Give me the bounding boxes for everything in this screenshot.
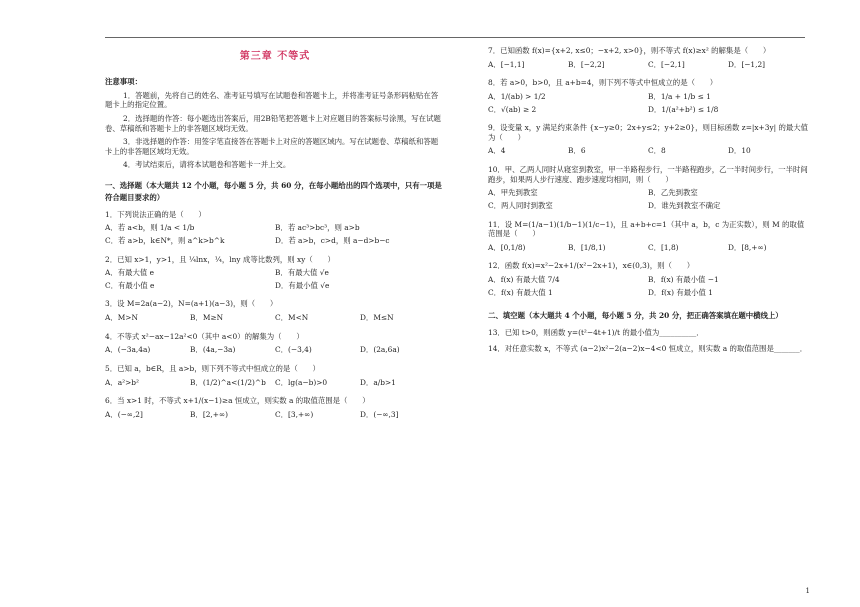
question-stem: 9．设变量 x，y 满足约束条件 {x−y≥0；2x+y≤2；y+2≥0}，则目标函数 z=|x+3y| 的最大值为（ ） [488,123,809,142]
answer-option: D．(−∞,3] [360,409,399,419]
answer-option: C．lg(a−b)>0 [275,377,328,387]
right-column [488,40,808,357]
question-stem: 12．函数 f(x)=x²−2x+1/(x²−2x+1)，x∈(0,3)，则（ ） [488,261,695,271]
answer-option: C．√(ab) ≥ 2 [488,104,537,114]
note-item: 3．非选择题的作答：用签字笔直接答在答题卡上对应的答题区域内。写在试题卷、草稿纸和答题卡上的非答题区域均无效。 [105,137,439,156]
option-list [488,275,808,300]
answer-option: C．[−2,1] [648,59,685,69]
answer-option: D．谁先到教室不确定 [648,200,721,210]
answer-option: B．M≥N [190,313,224,323]
answer-option: C．有最小值 e [105,280,155,290]
answer-option: B．[−2,2] [568,59,605,69]
answer-option: B．f(x) 有最小值 −1 [648,275,719,284]
question-stem: 3．设 M=2a(a−2)，N=(a+1)(a−3)，则（ ） [105,299,278,309]
answer-option: D．M≤N [360,313,394,323]
answer-option: A．f(x) 有最大值 7/4 [488,275,560,284]
option-list [488,243,808,256]
question-stem: 5．已知 a，b∈R，且 a>b，则下列不等式中恒成立的是（ ） [105,363,320,373]
option-list [488,188,808,213]
answer-option: A．有最大值 e [105,268,155,278]
option-list [105,345,445,358]
answer-option: B．[1/8,1) [568,242,606,252]
fill-question: 14．对任意实数 x，不等式 (a−2)x²−2(a−2)x−4<0 恒成立，则实数 a 的取值范围是_______． [488,343,808,353]
answer-option: D．[8,+∞) [728,242,767,252]
section-heading: 一、选择题（本大题共 12 个小题，每小题 5 分，共 60 分，在每小题给出的四个选项中，只有一项是符合题目要求的） [105,181,442,202]
page-number: 1 [805,587,810,595]
option-list [488,60,808,73]
section-heading: 二、填空题（本大题共 4 个小题，每小题 5 分，共 20 分，把正确答案填在题中横线上） [488,311,783,321]
note-item: 4．考试结束后，请将本试题卷和答题卡一并上交。 [123,160,291,170]
option-list [105,268,445,293]
answer-option: B．[2,+∞) [190,409,228,419]
option-list [488,146,808,159]
question-stem: 4．不等式 x²−ax−12a²<0（其中 a<0）的解集为（ ） [105,331,304,341]
question-stem: 2．已知 x>1，y>1，且 ¼lnx，¼，lny 成等比数列，则 xy（ ） [105,254,335,264]
answer-option: C．(−3,4) [275,345,312,355]
answer-option: C．[1,8) [648,242,679,252]
answer-option: B．(4a,−3a) [190,345,236,355]
question-stem: 10．甲、乙两人同时从寝室到教室，甲一半路程步行，一半路程跑步，乙一半时间步行，一半时间跑步，如果两人步行速度、跑步速度均相同，则（ ） [488,165,808,184]
option-list [105,378,445,391]
option-list [488,92,808,117]
answer-option: A．a²>b² [105,377,139,387]
answer-option: D．a/b>1 [360,377,396,387]
answer-option: C．M<N [275,313,309,323]
option-list [105,410,445,423]
answer-option: B．(1/2)^a<(1/2)^b [190,377,266,387]
answer-option: B．乙先到教室 [648,188,698,198]
answer-option: A．(−3a,4a) [105,345,151,355]
answer-option: C．f(x) 有最大值 1 [488,287,553,297]
answer-option: A．[−1,1] [488,59,525,69]
right-questions [488,46,808,300]
left-column [105,40,445,426]
answer-option: A．M>N [105,313,138,323]
answer-option: A．4 [488,146,506,156]
answer-option: C．8 [648,146,666,156]
answer-option: D．f(x) 有最小值 1 [648,287,713,297]
answer-option: A．甲先到教室 [488,188,538,198]
answer-option: A．[0,1/8) [488,242,526,252]
question-stem: 6．当 x>1 时，不等式 x+1/(x−1)≥a 恒成立，则实数 a 的取值范围是（ ） [105,396,370,406]
answer-option: D．1/(a²+b²) ≤ 1/8 [648,104,719,114]
answer-option: B．有最大值 √e [275,268,329,278]
question-stem: 8．若 a>0，b>0，且 a+b=4，则下列不等式中恒成立的是（ ） [488,78,718,88]
answer-option: B．若 ac³>bc³，则 a>b [275,223,360,233]
answer-option: D．10 [728,146,751,156]
question-stem: 11．设 M=(1/a−1)(1/b−1)(1/c−1)，且 a+b+c=1（其中 a，b，c 为正实数），则 M 的取值范围是（ ） [488,219,805,239]
answer-option: B．1/a + 1/b ≤ 1 [648,91,711,101]
answer-option: C．两人同时到教室 [488,200,553,210]
answer-option: A．若 a<b，则 1/a < 1/b [105,223,195,233]
note-item: 2．选择题的作答：每小题选出答案后，用2B铅笔把答题卡上对应题目的答案标号涂黑，写在试题卷、草稿纸和答题卡上的非答题区域均无效。 [105,113,441,133]
answer-option: B．6 [568,146,586,156]
left-questions [105,210,445,423]
note-item: 1．答题前，先将自己的姓名、准考证号填写在试题卷和答题卡上，并将准考证号条形码粘贴在答题卡上的指定位置。 [105,90,439,110]
answer-option: C．[3,+∞) [275,409,314,419]
notes-heading: 注意事项： [105,77,142,86]
option-list [105,313,445,326]
option-list [105,223,445,248]
answer-option: D．(2a,6a) [360,345,400,355]
page-title: 第三章 不等式 [239,51,311,62]
fill-question: 13．已知 t>0，则函数 y=(t²−4t+1)/t 的最小值为__________． [488,328,704,338]
answer-option: A．(−∞,2] [105,409,143,419]
answer-option: C．若 a>b，k∈N*，则 a^k>b^k [105,235,225,245]
question-stem: 1．下列说法正确的是（ ） [105,209,206,219]
answer-option: A．1/(ab) > 1/2 [488,91,546,101]
answer-option: D．有最小值 √e [275,280,330,290]
question-stem: 7．已知函数 f(x)={x+2, x≤0；−x+2, x>0}，则不等式 f(x)≥x² 的解集是（ ） [488,46,771,55]
answer-option: D．[−1,2] [728,59,766,69]
answer-option: D．若 a>b，c>d，则 a−d>b−c [275,235,390,245]
top-rule [105,37,805,38]
